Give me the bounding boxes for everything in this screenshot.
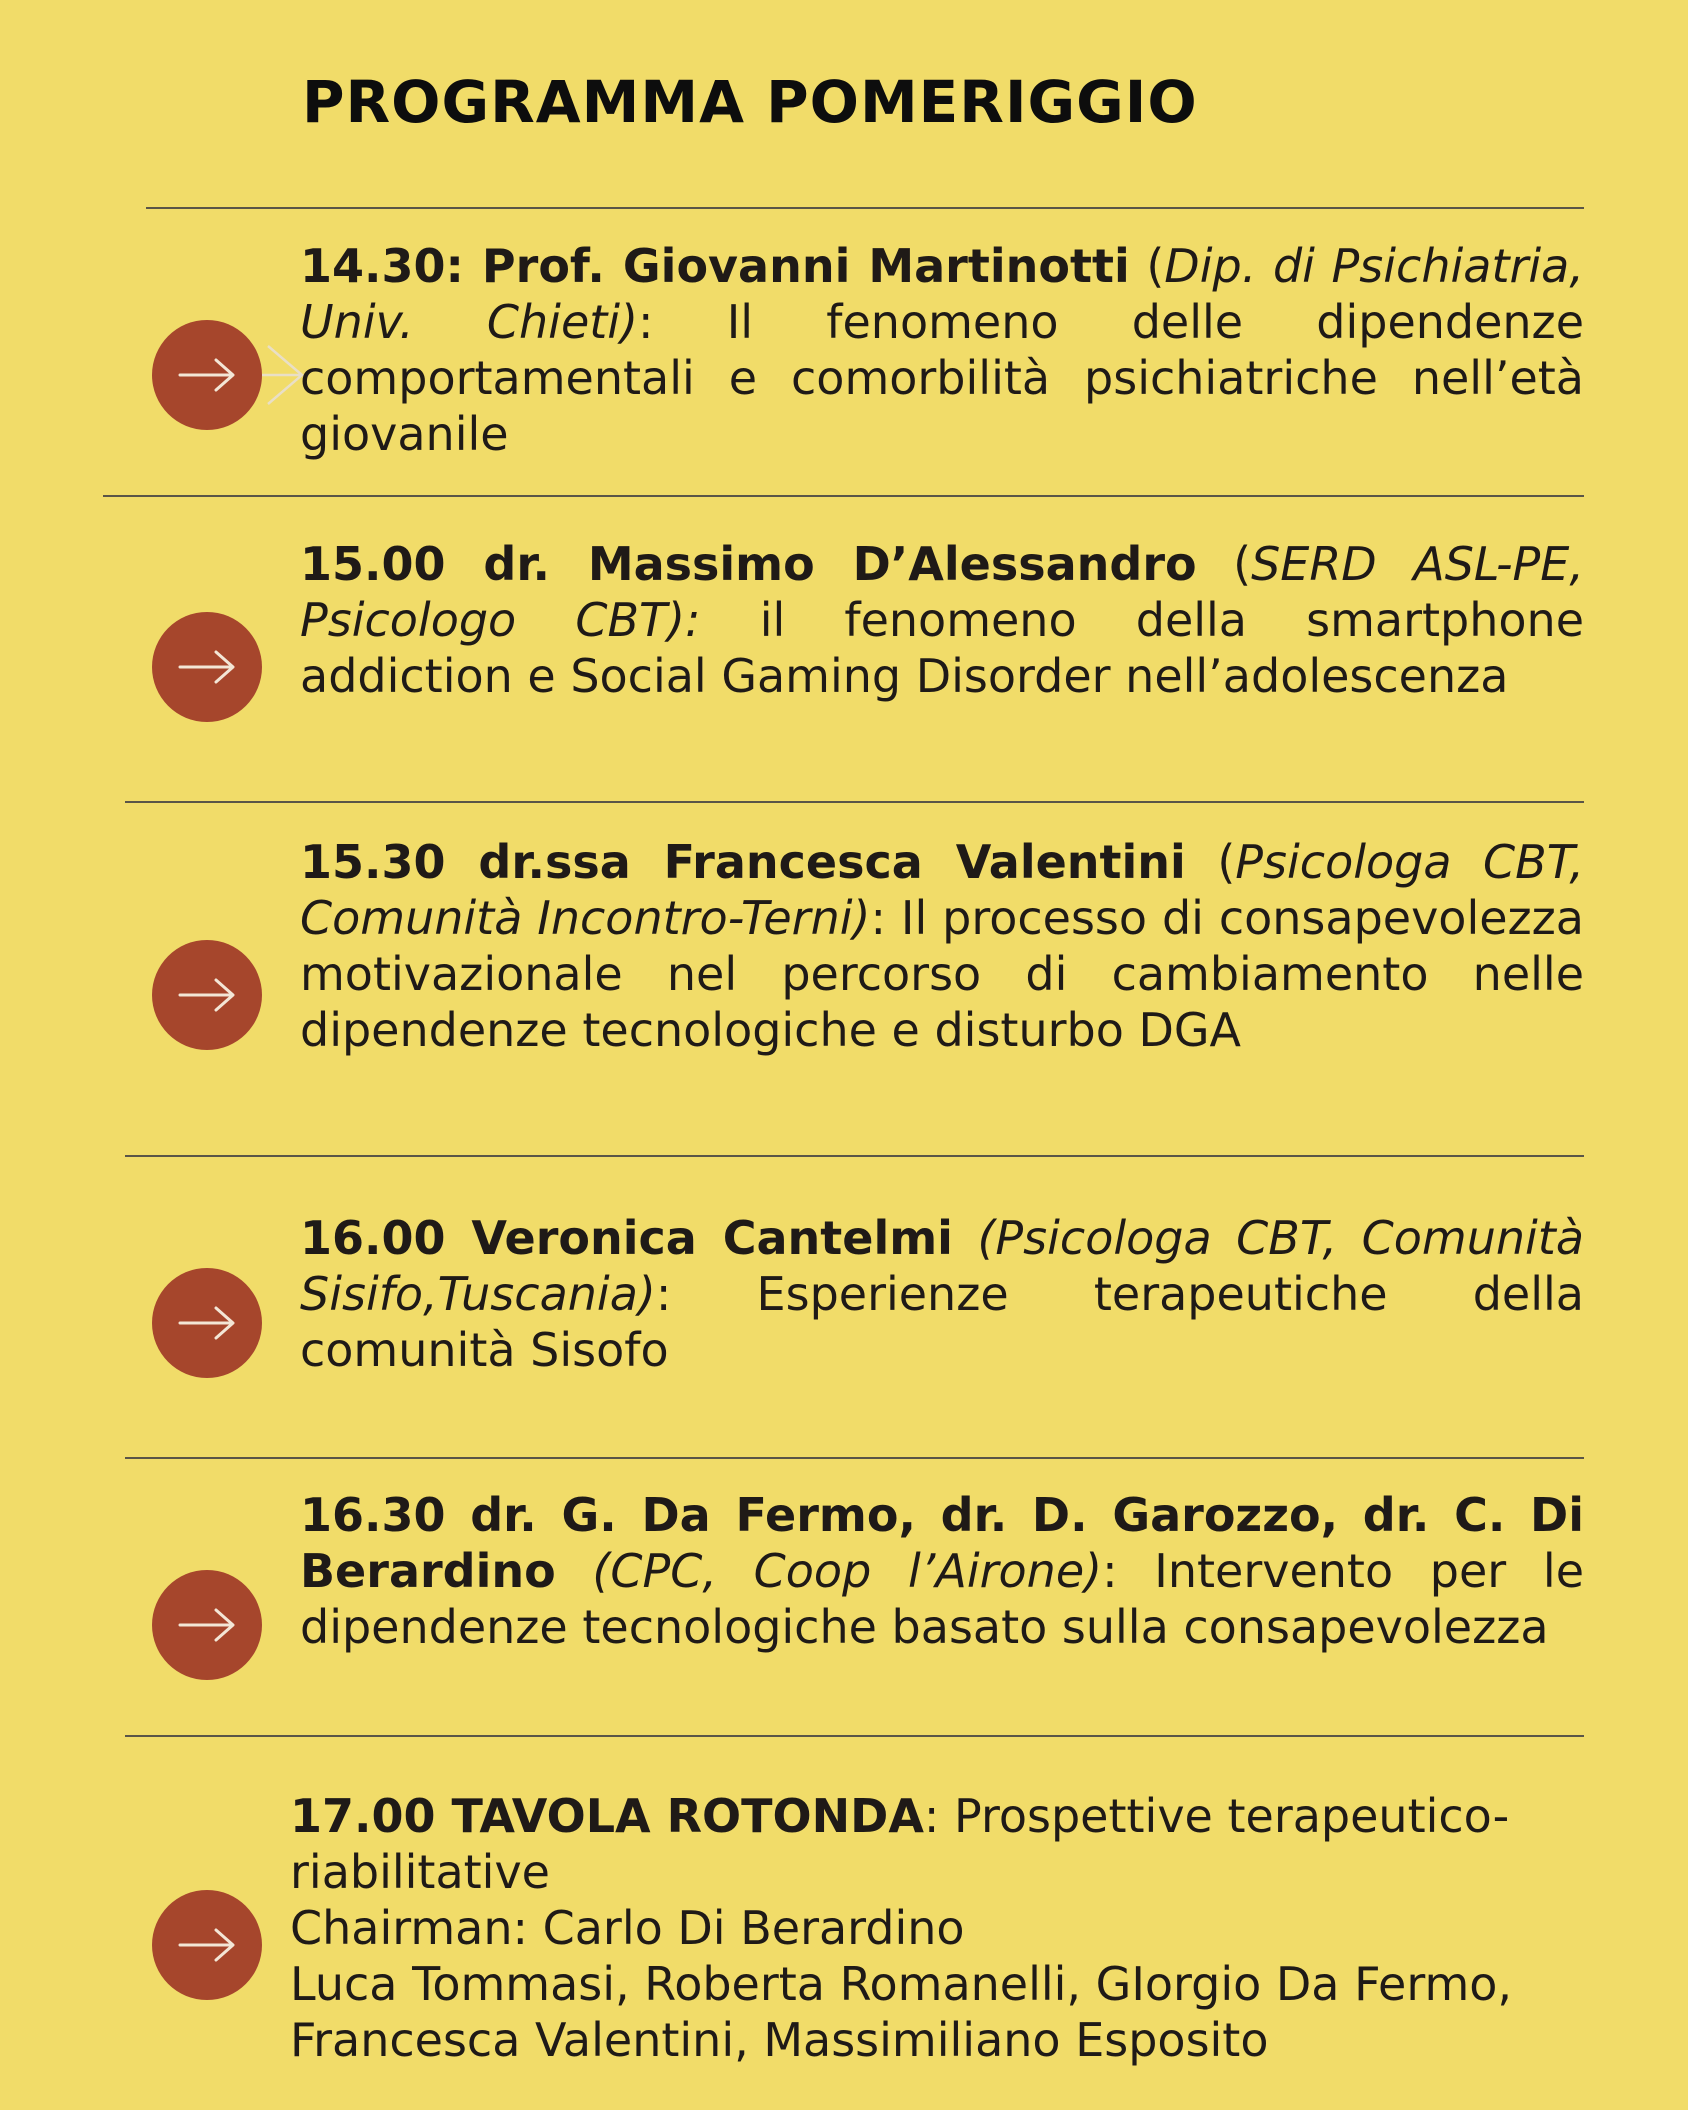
round-table-chair: Chairman: Carlo Di Berardino — [290, 1901, 965, 1955]
arrow-right-icon — [176, 975, 238, 1015]
item-paren: ( — [1196, 537, 1252, 591]
divider — [125, 801, 1584, 803]
item-affiliation: Psicologa CBT, Comunità Incontro-Terni) — [300, 835, 1584, 945]
arrow-right-icon — [176, 647, 238, 687]
page-title: PROGRAMMA POMERIGGIO — [302, 68, 1198, 136]
program-item — [300, 536, 1584, 704]
round-table-topic: : Prospettive terapeutico-riabilitative — [290, 1789, 1510, 1899]
arrow-right-icon[interactable] — [152, 1268, 262, 1378]
arrow-right-icon — [176, 1925, 238, 1965]
item-speaker: 15.00 dr. Massimo D’Alessandro — [300, 537, 1197, 591]
divider — [146, 207, 1584, 209]
item-speaker: 14.30: Prof. Giovanni Martinotti — [300, 239, 1130, 293]
program-item — [300, 834, 1584, 1058]
round-table-heading — [290, 1788, 1600, 1900]
item-topic: : Intervento per le dipendenze tecnologiche basato sulla consapevolezza — [300, 1544, 1584, 1654]
round-table-title: 17.00 TAVOLA ROTONDA — [290, 1789, 924, 1843]
item-topic: il fenomeno della smartphone addiction e Social Gaming Disorder nell’adolescenza — [300, 593, 1585, 703]
program-item — [300, 238, 1584, 462]
round-table — [290, 1788, 1600, 2068]
divider — [125, 1735, 1584, 1737]
divider — [125, 1155, 1584, 1157]
item-paren: ( — [1185, 835, 1236, 889]
arrow-right-icon[interactable] — [152, 320, 262, 430]
item-topic: : Il processo di consapevolezza motivazionale nel percorso di cambiamento nelle dipendenze tecnologiche e disturbo DGA — [300, 891, 1584, 1057]
item-affiliation: Dip. di Psichiatria, Univ. Chieti) — [300, 239, 1584, 349]
item-affiliation: (CPC, Coop l’Airone) — [592, 1544, 1103, 1598]
arrow-right-icon — [176, 1303, 238, 1343]
item-topic: : Il fenomeno delle dipendenze comportamentali e comorbilità psichiatriche nell’età giovanile — [300, 295, 1584, 461]
arrow-right-icon[interactable] — [152, 1570, 262, 1680]
divider — [103, 495, 1584, 497]
item-topic: : Esperienze terapeutiche della comunità Sisofo — [300, 1267, 1584, 1377]
item-speaker: 16.00 Veronica Cantelmi — [300, 1211, 953, 1265]
item-speaker: 15.30 dr.ssa Francesca Valentini — [300, 835, 1186, 889]
arrow-right-icon[interactable] — [152, 940, 262, 1050]
arrow-right-icon[interactable] — [152, 1890, 262, 2000]
item-paren — [556, 1544, 593, 1598]
arrow-right-icon[interactable] — [152, 612, 262, 722]
program-item — [300, 1487, 1584, 1655]
item-affiliation: (Psicologa CBT, Comunità Sisifo,Tuscania) — [300, 1211, 1585, 1321]
arrow-right-icon — [176, 1605, 238, 1645]
item-affiliation: SERD ASL-PE, Psicologo CBT): — [300, 537, 1584, 647]
item-paren: ( — [1129, 239, 1165, 293]
round-table-participants: Luca Tommasi, Roberta Romanelli, GIorgio Da Fermo, Francesca Valentini, Massimiliano Esposito — [290, 1957, 1513, 2067]
arrow-right-icon — [176, 355, 238, 395]
program-item — [300, 1210, 1584, 1378]
divider — [125, 1457, 1584, 1459]
item-paren — [953, 1211, 978, 1265]
item-speaker: 16.30 dr. G. Da Fermo, dr. D. Garozzo, dr. C. Di Berardino — [300, 1488, 1584, 1598]
